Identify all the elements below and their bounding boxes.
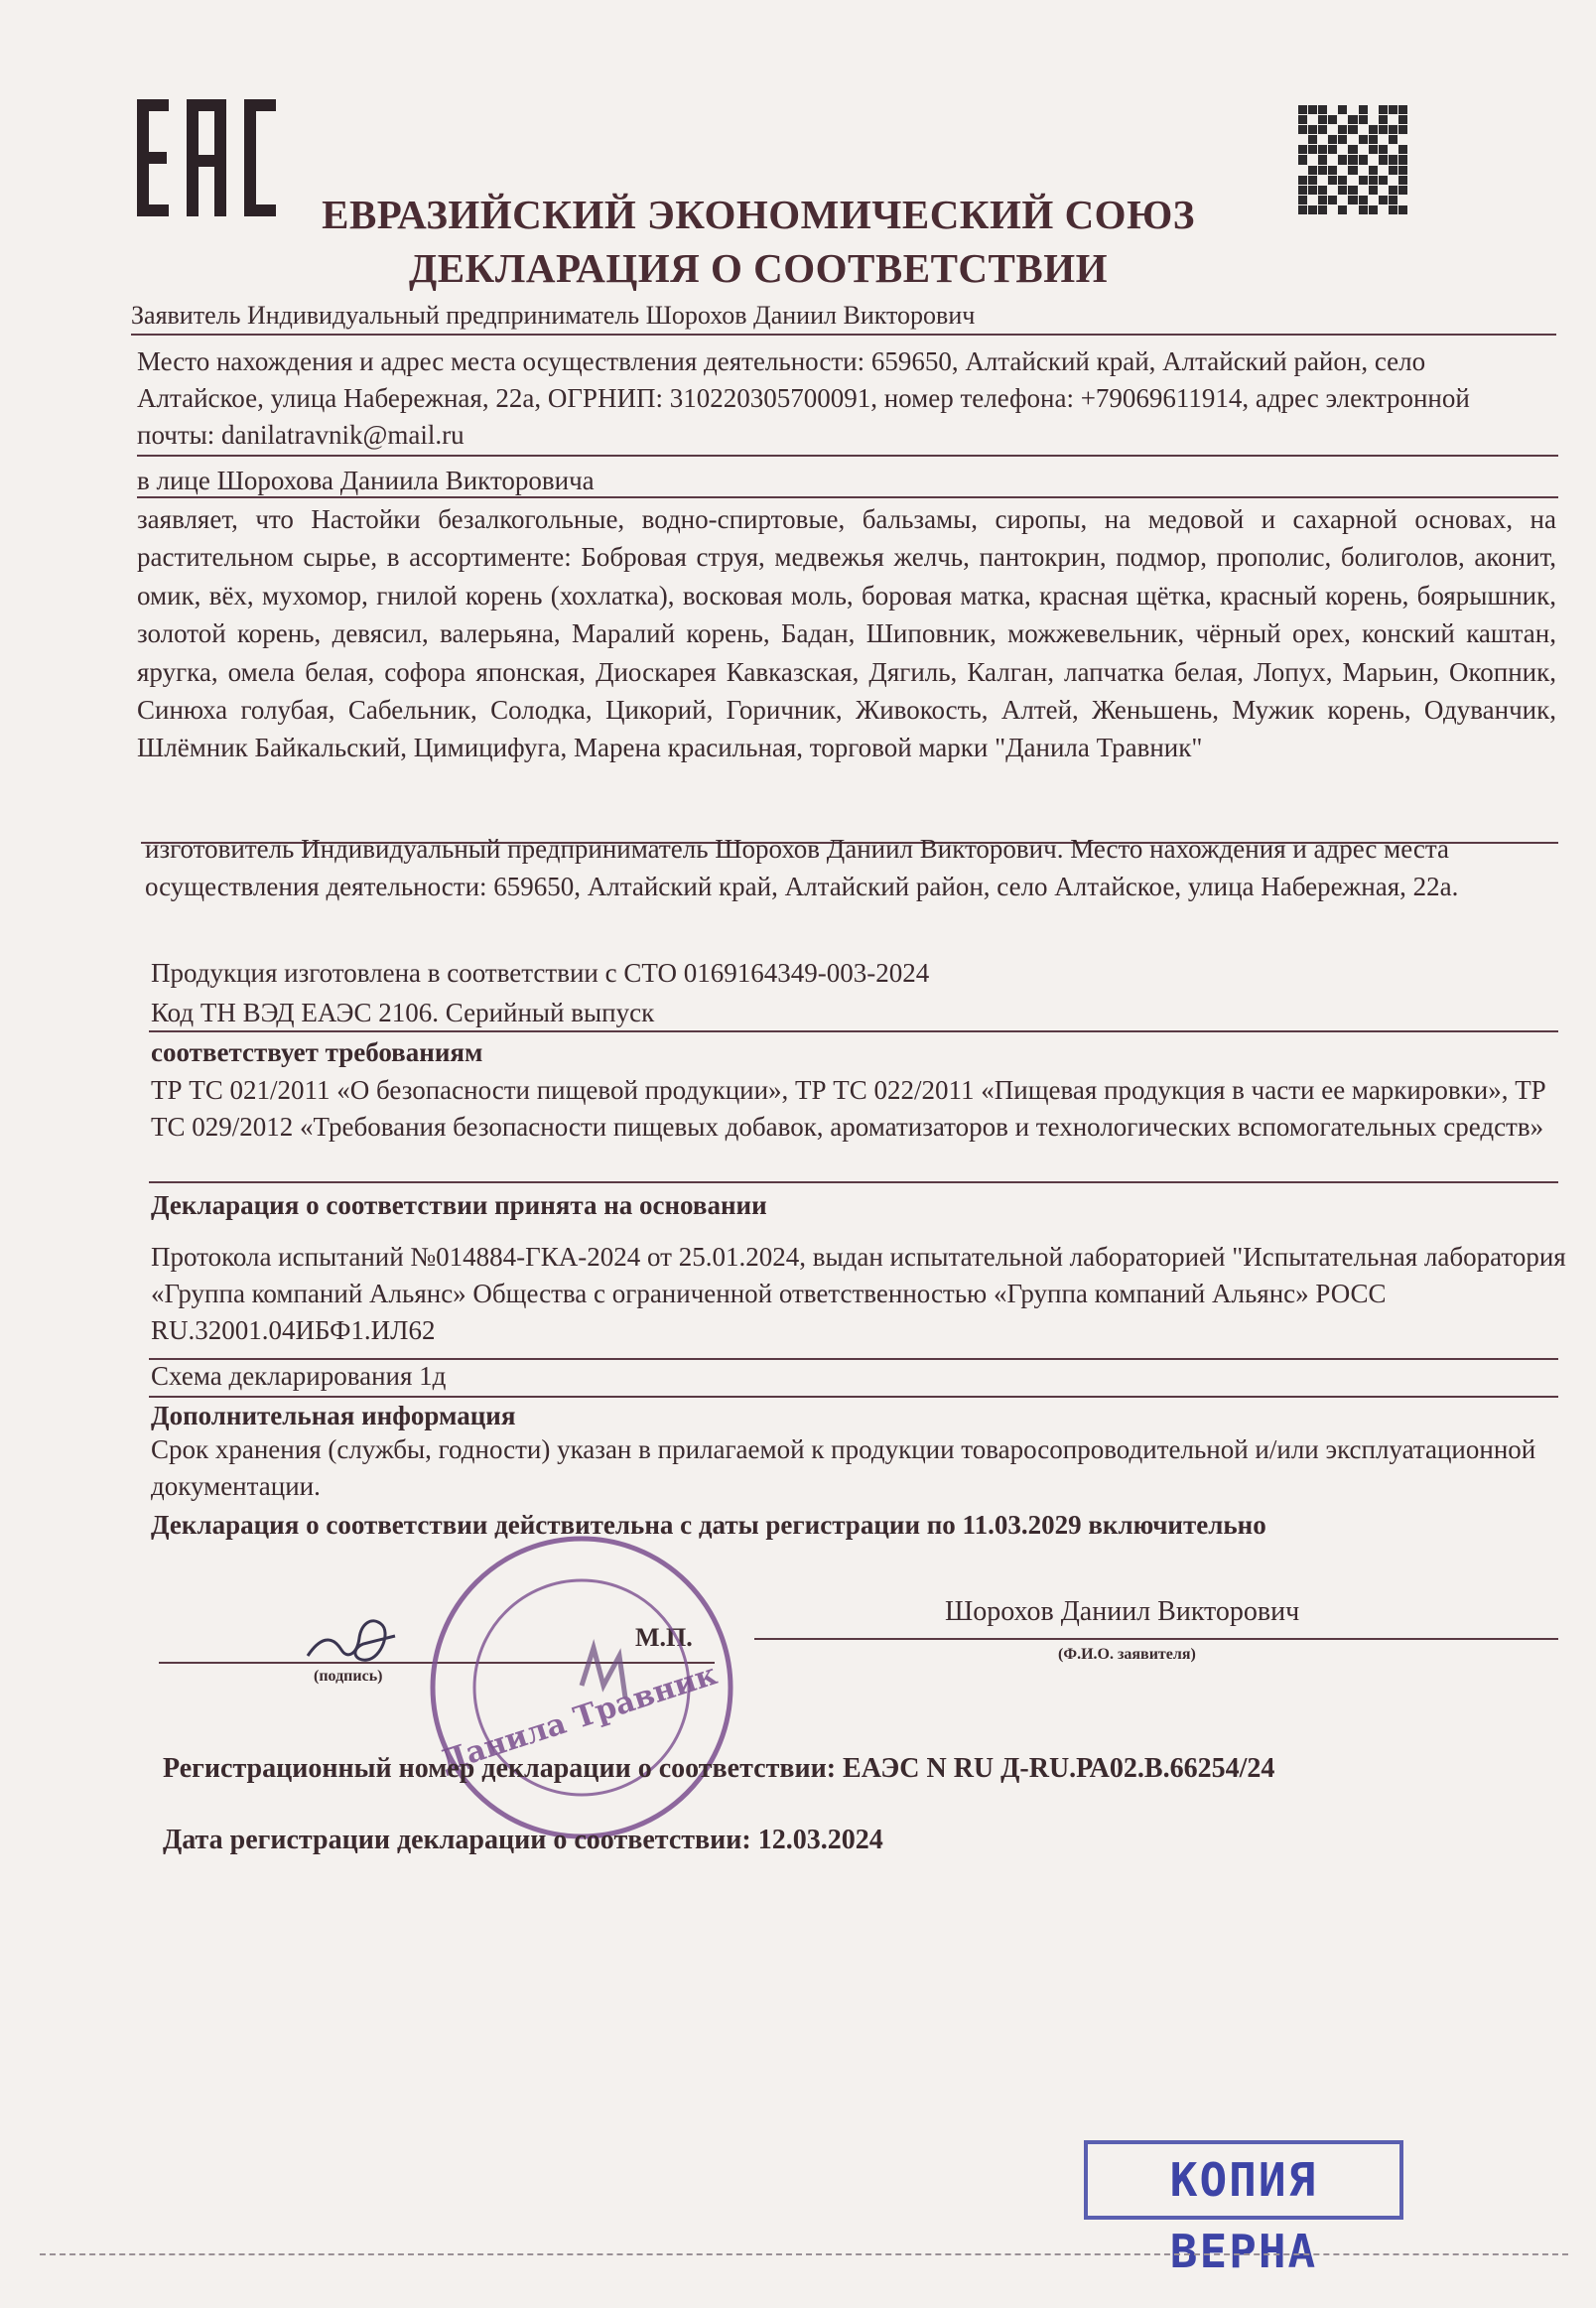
- rule: [137, 455, 1558, 457]
- name-line: [754, 1638, 1558, 1640]
- page-edge-line: [40, 2253, 1568, 2255]
- rule: [131, 334, 1556, 336]
- validity: Декларация о соответствии действительна с даты регистрации по 11.03.2029 включительно: [151, 1510, 1266, 1540]
- company-seal: [423, 1529, 740, 1846]
- made-per-standard: Продукция изготовлена в соответствии с СТО 0169164349-003-2024: [151, 958, 930, 988]
- registration-number: Регистрационный номер декларации о соответствии: ЕАЭС N RU Д-RU.РА02.В.66254/24: [163, 1753, 1275, 1784]
- signatory-name: Шорохов Даниил Викторович: [945, 1596, 1300, 1627]
- signature-scribble: [298, 1598, 407, 1678]
- declaration-title: ДЕКЛАРАЦИЯ О СООТВЕТСТВИИ: [409, 245, 1108, 291]
- basis-heading: Декларация о соответствии принята на основании: [151, 1190, 767, 1220]
- tnved-code: Код ТН ВЭД ЕАЭС 2106. Серийный выпуск: [151, 998, 655, 1027]
- rule: [137, 496, 1558, 498]
- declaration-scheme: Схема декларирования 1д: [151, 1361, 447, 1391]
- registration-date: Дата регистрации декларации о соответствии: 12.03.2024: [163, 1825, 883, 1855]
- copy-certified-stamp: КОПИЯ ВЕРНА: [1084, 2140, 1403, 2220]
- seal-brand-text: Данила Травник: [436, 1657, 722, 1780]
- name-caption: (Ф.И.О. заявителя): [1058, 1646, 1196, 1663]
- represented-by: в лице Шорохова Даниила Викторовича: [137, 466, 595, 495]
- applicant: Заявитель Индивидуальный предприниматель Шорохов Даниил Викторович: [131, 301, 976, 330]
- additional-info: Срок хранения (службы, годности) указан в прилагаемой к продукции товаросопроводительной и/или эксплуатационной документации.: [151, 1434, 1536, 1501]
- requirements-heading: соответствует требованиям: [151, 1037, 483, 1067]
- mp-mark: М.П.: [635, 1623, 693, 1652]
- requirements: ТР ТС 021/2011 «О безопасности пищевой продукции», ТР ТС 022/2011 «Пищевая продукция в части ее маркировки», ТР ТС 029/2012 «Требования безопасности пищевых добавок, ароматизаторов и технологических вспомогательных средств»: [151, 1075, 1546, 1142]
- manufacturer: изготовитель Индивидуальный предприниматель Шорохов Даниил Викторович. Место нахождения и адрес места осуществления деятельности: 659650, Алтайский край, Алтайский район, село Алтайское, улица Набережная, 22а.: [145, 834, 1459, 901]
- rule: [149, 1181, 1558, 1183]
- product-declaration: заявляет, что Настойки безалкогольные, водно-спиртовые, бальзамы, сиропы, на медовой и сахарной основах, на растительном сырье, в ассортименте: Бобровая струя, медвежья желчь, пантокрин, подмор, прополис, болиголов, аконит, омик, вёх, мухомор, гнилой корень (хохлатка), восковая моль, боровая матка, красная щётка, красный корень, боярышник, золотой корень, девясил, валерьяна, Маралий корень, Бадан, Шиповник, можжевельник, чёрный орех, конский каштан, яругка, омела белая, софора японская, Диоскарея Кавказская, Дягиль, Калган, лапчатка белая, Лопух, Марьин, Окопник, Синюха голубая, Сабельник, Солодка, Цикорий, Горичник, Живокость, Алтей, Женьшень, Мужик корень, Одуванчик, Шлёмник Байкальский, Цимицифуга, Марена красильная, торговой марки "Данила Травник": [137, 504, 1556, 763]
- additional-heading: Дополнительная информация: [151, 1401, 516, 1430]
- signature-caption: (подпись): [314, 1668, 383, 1685]
- basis: Протокола испытаний №014884-ГКА-2024 от 25.01.2024, выдан испытательной лабораторией "Испытательная лаборатория «Группа компаний Альянс» Общества с ограниченной ответственностью «Группа компаний Альянс» РОСС RU.32001.04ИБФ1.ИЛ62: [151, 1242, 1566, 1345]
- applicant-address: Место нахождения и адрес места осуществления деятельности: 659650, Алтайский край, Алтайский район, село Алтайское, улица Набережная, 22а, ОГРНИП: 310220305700091, номер телефона: +79069611914, адрес электронной почты: danilatravnik@mail.ru: [137, 346, 1470, 450]
- union-title: ЕВРАЗИЙСКИЙ ЭКОНОМИЧЕСКИЙ СОЮЗ: [322, 192, 1195, 237]
- rule: [149, 1030, 1558, 1032]
